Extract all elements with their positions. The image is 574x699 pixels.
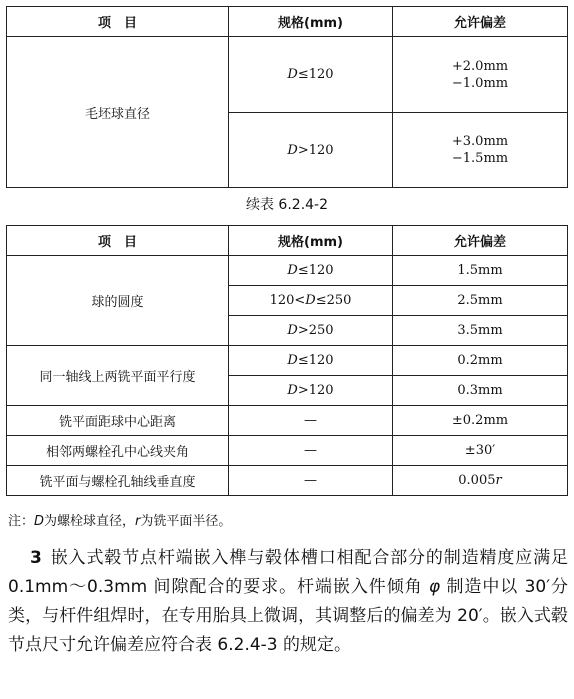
header-spec: 规格(mm) bbox=[229, 7, 393, 37]
tolerance-cell: 0.3mm bbox=[393, 376, 568, 406]
table-note: 注：D为螺栓球直径，r为铣平面半径。 bbox=[8, 514, 232, 529]
spec-cell: D>120 bbox=[229, 376, 393, 406]
spec-cell: D≤120 bbox=[229, 346, 393, 376]
spec-cell: D≤120 bbox=[229, 37, 393, 113]
spec-cell: — bbox=[229, 406, 393, 436]
spec-cell: D≤120 bbox=[229, 256, 393, 286]
header-spec: 规格(mm) bbox=[229, 226, 393, 256]
tolerance-cell: +3.0mm −1.5mm bbox=[393, 113, 568, 188]
tolerance-cell: 3.5mm bbox=[393, 316, 568, 346]
spec-cell: — bbox=[229, 436, 393, 466]
item-cell: 铣平面距球中心距离 bbox=[7, 406, 229, 436]
table-header-row bbox=[7, 7, 568, 37]
table-row bbox=[7, 37, 568, 113]
tolerance-cell: 0.2mm bbox=[393, 346, 568, 376]
tolerance-cell: 1.5mm bbox=[393, 256, 568, 286]
table-row bbox=[7, 256, 568, 286]
table-row bbox=[7, 436, 568, 466]
tolerance-cell: ±0.2mm bbox=[393, 406, 568, 436]
spec-cell: 120<D≤250 bbox=[229, 286, 393, 316]
tolerance-cell: 0.005r bbox=[393, 466, 568, 496]
item-cell: 相邻两螺栓孔中心线夹角 bbox=[7, 436, 229, 466]
table-header-row bbox=[7, 226, 568, 256]
spec-cell: D>120 bbox=[229, 113, 393, 188]
tolerance-cell: +2.0mm −1.0mm bbox=[393, 37, 568, 113]
item-cell: 毛坯球直径 bbox=[7, 37, 229, 188]
table-row bbox=[7, 466, 568, 496]
table-row bbox=[7, 346, 568, 376]
header-item: 项 目 bbox=[7, 7, 229, 37]
body-paragraph: 3 嵌入式毂节点杆端嵌入榫与毂体槽口相配合部分的制造精度应满足 0.1mm～0.3mm 间隙配合的要求。杆端嵌入件倾角 φ 制造中以 30′分类，与杆件组焊时，在专用胎具上微调，其调整后的偏差为 20′。嵌入式毂节点尺寸允许偏差应符合表 6.2.4-3 的规定。 bbox=[8, 548, 568, 655]
clause-number: 3 bbox=[30, 548, 42, 568]
item-cell: 球的圆度 bbox=[7, 256, 229, 346]
table-row bbox=[7, 406, 568, 436]
table-caption: 续表 6.2.4-2 bbox=[245, 197, 329, 213]
header-tolerance: 允许偏差 bbox=[393, 226, 568, 256]
tolerance-cell: 2.5mm bbox=[393, 286, 568, 316]
header-tolerance: 允许偏差 bbox=[393, 7, 568, 37]
spec-cell: D>250 bbox=[229, 316, 393, 346]
header-item: 项 目 bbox=[7, 226, 229, 256]
tolerance-cell: ±30′ bbox=[393, 436, 568, 466]
tolerance-table-1 bbox=[6, 6, 568, 188]
item-cell: 同一轴线上两铣平面平行度 bbox=[7, 346, 229, 406]
tolerance-table-2 bbox=[6, 225, 568, 496]
item-cell: 铣平面与螺栓孔轴线垂直度 bbox=[7, 466, 229, 496]
spec-cell: — bbox=[229, 466, 393, 496]
